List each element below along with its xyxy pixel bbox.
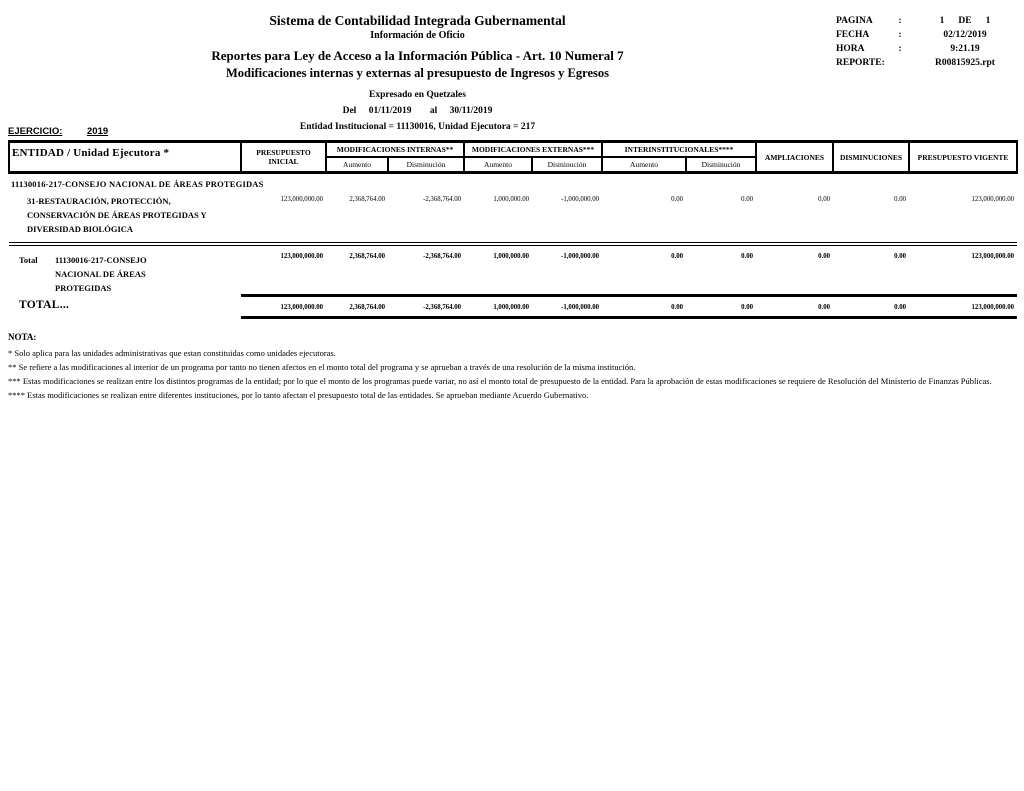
- date-to-value: 30/11/2019: [449, 106, 493, 116]
- entity-total-row: [9, 244, 1017, 295]
- pagina-total: 1: [985, 16, 991, 26]
- subcol-externas-aumento: Aumento: [464, 157, 532, 173]
- date-range: [85, 106, 750, 116]
- group-header-interinstitucionales: INTERINSTITUCIONALES****: [602, 142, 756, 158]
- program-row: [9, 191, 1017, 244]
- pagina-colon: :: [898, 16, 902, 26]
- pagina-de-label: DE: [958, 16, 972, 26]
- meta-reporte-row: [836, 58, 1022, 69]
- pagina-label: PAGINA: [836, 16, 873, 26]
- col-header-disminuciones: DISMINUCIONES: [833, 142, 909, 173]
- footnotes-section: [8, 332, 996, 403]
- reporte-colon: [892, 58, 908, 69]
- grand-presupuesto-inicial: 123,000,000.00: [241, 295, 326, 317]
- budget-modifications-table: [8, 140, 1018, 319]
- total-prefix: Total: [19, 255, 38, 265]
- grand-interinst-disminucion: 0.00: [686, 295, 756, 317]
- pagina-value: [908, 16, 1022, 27]
- group-header-modificaciones-externas: MODIFICACIONES EXTERNAS***: [464, 142, 602, 158]
- subcol-internas-disminucion: Disminución: [388, 157, 464, 173]
- entity-header-row: [9, 173, 1017, 192]
- subcol-internas-aumento: Aumento: [326, 157, 388, 173]
- total-disminuciones: 0.00: [833, 244, 909, 295]
- meta-fecha-row: [836, 30, 1022, 41]
- footnote-1: * Solo aplica para las unidades administrativas que estan constituidas como unidades ejecutoras.: [8, 348, 336, 358]
- col-header-presupuesto-vigente: PRESUPUESTO VIGENTE: [909, 142, 1017, 173]
- report-law-line: Reportes para Ley de Acceso a la Información Pública - Art. 10 Numeral 7: [211, 48, 624, 63]
- date-to-label: al: [429, 106, 438, 116]
- pagina-number: 1: [939, 16, 945, 26]
- hora-value: 9:21.19: [950, 44, 980, 54]
- report-title: Sistema de Contabilidad Integrada Gubernamental: [269, 13, 566, 28]
- footnote-2: ** Se refiere a las modificaciones al interior de un programa por tanto no tienen afectos en el monto total del programa y se aprueban a través de una resolución de la misma institución.: [8, 362, 636, 372]
- institutional-entity-line: Entidad Institucional = 11130016, Unidad Ejecutora = 217: [299, 122, 536, 132]
- report-subtitle: Información de Oficio: [370, 30, 465, 41]
- reporte-value: R00815925.rpt: [935, 58, 995, 68]
- grand-internas-aumento: 2,368,764.00: [326, 295, 388, 317]
- total-internas-aumento: 2,368,764.00: [326, 244, 388, 295]
- program-internas-aumento: 2,368,764.00: [326, 191, 388, 244]
- meta-hora-row: [836, 44, 1022, 55]
- ejercicio-value: 2019: [87, 126, 109, 137]
- col-header-ampliaciones: AMPLIACIONES: [756, 142, 833, 173]
- grand-presupuesto-vigente: 123,000,000.00: [909, 295, 1017, 317]
- grand-disminuciones: 0.00: [833, 295, 909, 317]
- report-meta-block: [836, 16, 1022, 72]
- program-externas-aumento: 1,000,000.00: [464, 191, 532, 244]
- entity-total-label: [9, 244, 241, 295]
- program-ampliaciones: 0.00: [756, 191, 833, 244]
- group-header-modificaciones-internas: MODIFICACIONES INTERNAS**: [326, 142, 464, 158]
- reporte-label: REPORTE:: [836, 58, 885, 68]
- meta-pagina-row: [836, 16, 1022, 27]
- subcol-externas-disminucion: Disminución: [532, 157, 602, 173]
- program-interinst-disminucion: 0.00: [686, 191, 756, 244]
- total-internas-disminucion: -2,368,764.00: [388, 244, 464, 295]
- total-ampliaciones: 0.00: [756, 244, 833, 295]
- program-externas-disminucion: -1,000,000.00: [532, 191, 602, 244]
- grand-externas-disminucion: -1,000,000.00: [532, 295, 602, 317]
- grand-total-row: [9, 295, 1017, 317]
- grand-internas-disminucion: -2,368,764.00: [388, 295, 464, 317]
- date-from-label: Del: [342, 106, 357, 116]
- program-presupuesto-inicial: 123,000,000.00: [241, 191, 326, 244]
- hora-label: HORA: [836, 44, 865, 54]
- footnote-4: **** Estas modificaciones se realizan entre diferentes instituciones, por lo tanto afectan el presupuesto total de las entidades. Se aprueban mediante Acuerdo Gubernativo.: [8, 390, 589, 400]
- program-internas-disminucion: -2,368,764.00: [388, 191, 464, 244]
- total-entity-name: 11130016-217-CONSEJO NACIONAL DE ÁREAS PROTEGIDAS: [55, 255, 147, 293]
- grand-ampliaciones: 0.00: [756, 295, 833, 317]
- total-presupuesto-vigente: 123,000,000.00: [909, 244, 1017, 295]
- subcol-interinst-disminucion: Disminución: [686, 157, 756, 173]
- date-from-value: 01/11/2019: [368, 106, 412, 116]
- entity-header-label: 11130016-217-CONSEJO NACIONAL DE ÁREAS PROTEGIDAS: [11, 179, 264, 189]
- footnotes-heading: NOTA:: [8, 332, 37, 342]
- program-presupuesto-vigente: 123,000,000.00: [909, 191, 1017, 244]
- grand-interinst-aumento: 0.00: [602, 295, 686, 317]
- currency-note: Expresado en Quetzales: [369, 90, 466, 100]
- hora-colon: :: [898, 44, 902, 54]
- col-header-presupuesto-inicial: PRESUPUESTO INICIAL: [241, 142, 326, 173]
- total-externas-disminucion: -1,000,000.00: [532, 244, 602, 295]
- grand-total-label: TOTAL...: [19, 299, 70, 311]
- col-header-entity: ENTIDAD / Unidad Ejecutora *: [9, 142, 241, 173]
- subcol-interinst-aumento: Aumento: [602, 157, 686, 173]
- program-interinst-aumento: 0.00: [602, 191, 686, 244]
- fecha-value: 02/12/2019: [943, 30, 987, 40]
- total-interinst-disminucion: 0.00: [686, 244, 756, 295]
- ejercicio-line: [8, 126, 108, 137]
- program-disminuciones: 0.00: [833, 191, 909, 244]
- report-header: [85, 13, 750, 132]
- grand-externas-aumento: 1,000,000.00: [464, 295, 532, 317]
- total-interinst-aumento: 0.00: [602, 244, 686, 295]
- total-presupuesto-inicial: 123,000,000.00: [241, 244, 326, 295]
- fecha-colon: :: [898, 30, 902, 40]
- fecha-label: FECHA: [836, 30, 870, 40]
- program-label: 31-RESTAURACIÓN, PROTECCIÓN, CONSERVACIÓN DE ÁREAS PROTEGIDAS Y DIVERSIDAD BIOLÓGICA: [9, 191, 241, 244]
- ejercicio-label: EJERCICIO:: [8, 126, 63, 137]
- report-modifications-line: Modificaciones internas y externas al presupuesto de Ingresos y Egresos: [226, 66, 609, 80]
- footnote-3: *** Estas modificaciones se realizan entre los distintos programas de la entidad; por lo que el monto de los programas puede variar, no así el monto total de presupuesto de la entidad. Para la aprobación de estas modificaciones se requiere de Resolución del Ministerio de Finanzas Públicas.: [8, 376, 992, 386]
- total-externas-aumento: 1,000,000.00: [464, 244, 532, 295]
